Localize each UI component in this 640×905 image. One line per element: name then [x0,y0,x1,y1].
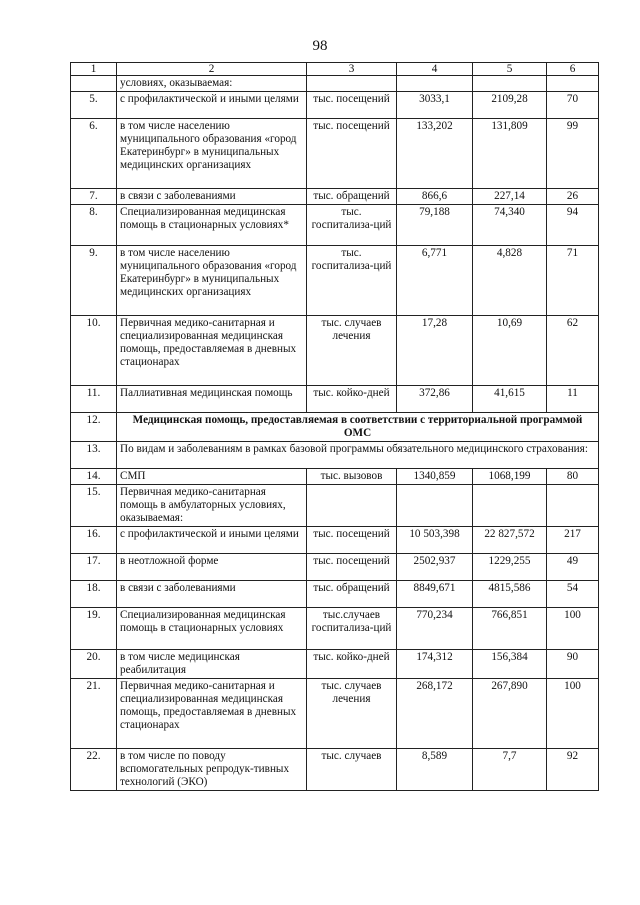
row-number: 14. [71,469,117,485]
value-col-6: 26 [547,189,599,205]
value-col-4: 8849,671 [397,581,473,608]
indicator-name: в том числе населению муниципального образования «город Екатеринбург» в муниципальных медицинских организациях [117,246,307,316]
indicator-name: с профилактической и иными целями [117,92,307,119]
table-row [71,679,599,749]
table-row [71,76,599,92]
unit-of-measure [307,485,397,527]
data-table [70,62,599,791]
header-col-1: 1 [71,63,117,76]
indicator-name: Первичная медико-санитарная помощь в амбулаторных условиях, оказываемая: [117,485,307,527]
section-heading: Медицинская помощь, предоставляемая в соответствии с территориальной программой ОМС [117,413,599,442]
unit-of-measure: тыс. случаев лечения [307,679,397,749]
row-number: 15. [71,485,117,527]
row-number: 17. [71,554,117,581]
value-col-5 [473,485,547,527]
value-col-6: 54 [547,581,599,608]
value-col-5 [473,76,547,92]
indicator-name: СМП [117,469,307,485]
value-col-4: 133,202 [397,119,473,189]
value-col-6 [547,485,599,527]
unit-of-measure: тыс. госпитализа-ций [307,246,397,316]
unit-of-measure [307,76,397,92]
indicator-name: в связи с заболеваниями [117,581,307,608]
row-number: 21. [71,679,117,749]
value-col-4: 10 503,398 [397,527,473,554]
header-col-6: 6 [547,63,599,76]
value-col-5: 22 827,572 [473,527,547,554]
row-number: 6. [71,119,117,189]
header-row [71,63,599,76]
value-col-4: 2502,937 [397,554,473,581]
value-col-5: 766,851 [473,608,547,650]
unit-of-measure: тыс. посещений [307,527,397,554]
row-number: 16. [71,527,117,554]
indicator-name: в связи с заболеваниями [117,189,307,205]
header-col-5: 5 [473,63,547,76]
unit-of-measure: тыс.случаев госпитализа-ций [307,608,397,650]
unit-of-measure: тыс. койко-дней [307,650,397,679]
indicator-name: условиях, оказываемая: [117,76,307,92]
value-col-5: 4815,586 [473,581,547,608]
indicator-name: Первичная медико-санитарная и специализированная медицинская помощь, предоставляемая в дневных стационарах [117,679,307,749]
value-col-6: 62 [547,316,599,386]
row-number: 22. [71,749,117,791]
value-col-4: 866,6 [397,189,473,205]
unit-of-measure: тыс. случаев [307,749,397,791]
indicator-name: Паллиативная медицинская помощь [117,386,307,413]
value-col-6: 70 [547,92,599,119]
value-col-4: 79,188 [397,205,473,246]
value-col-5: 1068,199 [473,469,547,485]
row-number: 12. [71,413,117,442]
unit-of-measure: тыс. вызовов [307,469,397,485]
table-row [71,386,599,413]
value-col-4: 770,234 [397,608,473,650]
table-row [71,650,599,679]
unit-of-measure: тыс. госпитализа-ций [307,205,397,246]
row-number: 5. [71,92,117,119]
table-row [71,442,599,469]
section-heading: По видам и заболеваниям в рамках базовой программы обязательного медицинского страхования: [117,442,599,469]
value-col-5: 10,69 [473,316,547,386]
table-row [71,527,599,554]
table-row [71,413,599,442]
table-row [71,749,599,791]
header-col-4: 4 [397,63,473,76]
value-col-4: 1340,859 [397,469,473,485]
indicator-name: в неотложной форме [117,554,307,581]
header-col-3: 3 [307,63,397,76]
value-col-6: 217 [547,527,599,554]
table-row [71,608,599,650]
row-number: 7. [71,189,117,205]
table-row [71,119,599,189]
indicator-name: с профилактической и иными целями [117,527,307,554]
table-row [71,189,599,205]
value-col-5: 267,890 [473,679,547,749]
row-number: 13. [71,442,117,469]
value-col-4: 8,589 [397,749,473,791]
indicator-name: в том числе по поводу вспомогательных репродук-тивных технологий (ЭКО) [117,749,307,791]
value-col-6: 100 [547,608,599,650]
table-row [71,581,599,608]
header-col-2: 2 [117,63,307,76]
value-col-5: 41,615 [473,386,547,413]
value-col-6: 94 [547,205,599,246]
value-col-4: 372,86 [397,386,473,413]
value-col-6: 11 [547,386,599,413]
table-row [71,246,599,316]
value-col-5: 1229,255 [473,554,547,581]
table-row [71,316,599,386]
table-row [71,92,599,119]
value-col-4: 17,28 [397,316,473,386]
value-col-5: 131,809 [473,119,547,189]
row-number: 8. [71,205,117,246]
unit-of-measure: тыс. обращений [307,581,397,608]
table-row [71,469,599,485]
value-col-5: 2109,28 [473,92,547,119]
value-col-4 [397,485,473,527]
table-row [71,554,599,581]
value-col-6: 80 [547,469,599,485]
value-col-5: 7,7 [473,749,547,791]
value-col-4: 3033,1 [397,92,473,119]
unit-of-measure: тыс. посещений [307,554,397,581]
value-col-6: 49 [547,554,599,581]
value-col-5: 4,828 [473,246,547,316]
table-body [71,76,599,791]
value-col-5: 74,340 [473,205,547,246]
row-number: 20. [71,650,117,679]
table-row [71,485,599,527]
row-number: 10. [71,316,117,386]
value-col-6: 100 [547,679,599,749]
value-col-6 [547,76,599,92]
indicator-name: в том числе населению муниципального образования «город Екатеринбург» в муниципальных медицинских организациях [117,119,307,189]
unit-of-measure: тыс. койко-дней [307,386,397,413]
value-col-4 [397,76,473,92]
value-col-5: 227,14 [473,189,547,205]
value-col-6: 90 [547,650,599,679]
row-number: 9. [71,246,117,316]
unit-of-measure: тыс. посещений [307,119,397,189]
unit-of-measure: тыс. случаев лечения [307,316,397,386]
value-col-6: 92 [547,749,599,791]
value-col-4: 6,771 [397,246,473,316]
value-col-4: 174,312 [397,650,473,679]
unit-of-measure: тыс. обращений [307,189,397,205]
value-col-5: 156,384 [473,650,547,679]
table-row [71,205,599,246]
page-number: 98 [312,38,328,54]
indicator-name: в том числе медицинская реабилитация [117,650,307,679]
row-number: 19. [71,608,117,650]
value-col-6: 99 [547,119,599,189]
row-number: 11. [71,386,117,413]
indicator-name: Первичная медико-санитарная и специализированная медицинская помощь, предоставляемая в дневных стационарах [117,316,307,386]
indicator-name: Специализированная медицинская помощь в стационарных условиях [117,608,307,650]
value-col-6: 71 [547,246,599,316]
row-number: 18. [71,581,117,608]
unit-of-measure: тыс. посещений [307,92,397,119]
row-number [71,76,117,92]
indicator-name: Специализированная медицинская помощь в стационарных условиях* [117,205,307,246]
value-col-4: 268,172 [397,679,473,749]
